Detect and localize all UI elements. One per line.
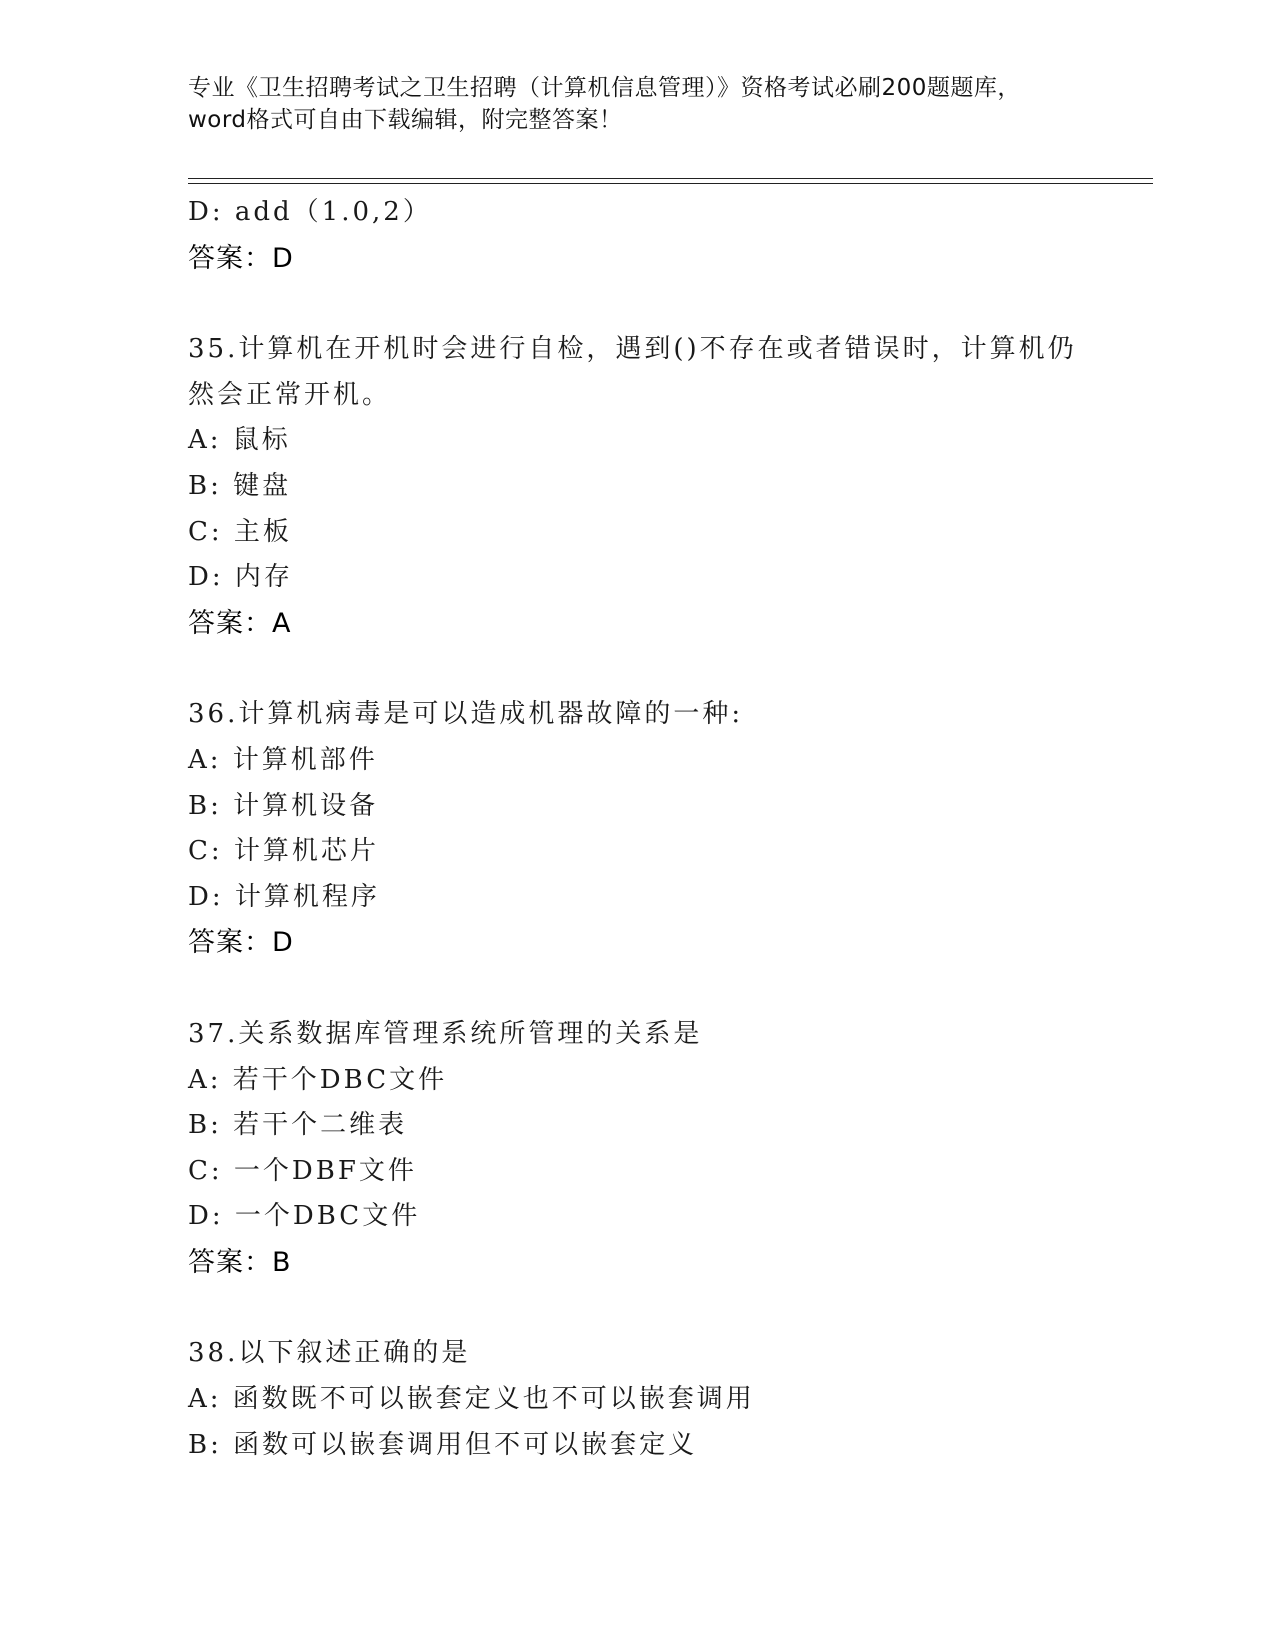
option-a: A: 鼠标 <box>188 425 291 456</box>
option-d: D: 一个DBC文件 <box>188 1201 421 1232</box>
previous-question-tail <box>188 190 1088 281</box>
option-c: C: 主板 <box>188 516 292 547</box>
question-38 <box>188 1331 1088 1468</box>
option-d: D: 内存 <box>188 562 293 593</box>
answer-line: 答案：D <box>188 927 294 959</box>
option-b: B: 若干个二维表 <box>188 1110 408 1141</box>
option-a: A: 函数既不可以嵌套定义也不可以嵌套调用 <box>188 1384 755 1415</box>
header-rule-bottom <box>188 183 1153 184</box>
question-stem: 37.关系数据库管理系统所管理的关系是 <box>188 1018 703 1049</box>
question-stem: 35.计算机在开机时会进行自检，遇到()不存在或者错误时，计算机仍 <box>188 334 1077 365</box>
document-header <box>188 72 1088 136</box>
option-a: A: 若干个DBC文件 <box>188 1064 448 1095</box>
answer-line: 答案：B <box>188 1246 292 1278</box>
option-a: A: 计算机部件 <box>188 744 378 775</box>
header-line-2: word格式可自由下载编辑，附完整答案！ <box>188 107 623 133</box>
header-line-1: 专业《卫生招聘考试之卫生招聘（计算机信息管理）》资格考试必刷200题题库， <box>188 75 1021 101</box>
question-37 <box>188 1012 1088 1286</box>
option-b: B: 计算机设备 <box>188 790 379 821</box>
option-b: B: 键盘 <box>188 470 292 501</box>
option-b: B: 函数可以嵌套调用但不可以嵌套定义 <box>188 1429 698 1460</box>
question-stem: 38.以下叙述正确的是 <box>188 1338 471 1369</box>
question-35 <box>188 327 1088 646</box>
question-stem: 36.计算机病毒是可以造成机器故障的一种: <box>188 699 744 730</box>
answer-line: 答案：A <box>188 607 292 639</box>
option-d: D: 计算机程序 <box>188 881 380 912</box>
option-d: D: add（1.0,2） <box>188 197 432 227</box>
option-c: C: 计算机芯片 <box>188 836 379 867</box>
question-36 <box>188 692 1088 966</box>
option-c: C: 一个DBF文件 <box>188 1155 417 1186</box>
answer-line: 答案：D <box>188 242 294 274</box>
question-stem: 然会正常开机。 <box>188 379 392 410</box>
header-rule-top <box>188 178 1153 179</box>
question-list <box>188 190 1088 1468</box>
